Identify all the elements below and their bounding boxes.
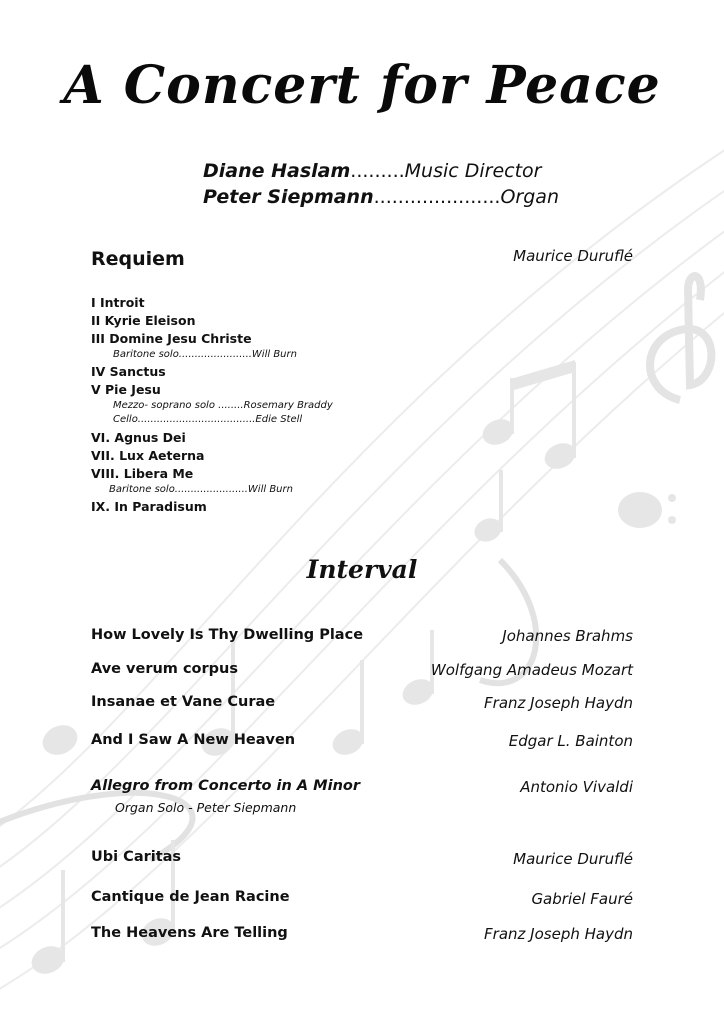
solo-credit: Mezzo- soprano solo ........Rosemary Braddy [113, 400, 333, 411]
movement-domine: III Domine Jesu Christe [91, 331, 252, 346]
piece-composer: Johannes Brahms [502, 627, 633, 645]
movement-kyrie: II Kyrie Eleison [91, 313, 196, 328]
credit-role: Music Director [404, 160, 542, 182]
credit-organ [203, 186, 559, 208]
piece-composer: Antonio Vivaldi [520, 778, 633, 796]
solo-credit: Baritone solo.......................Will Burn [113, 349, 297, 360]
piece-title: And I Saw A New Heaven [91, 732, 296, 748]
movement-introit: I Introit [91, 295, 145, 310]
piece-composer: Edgar L. Bainton [508, 732, 633, 750]
movement-libera-me: VIII. Libera Me [91, 466, 194, 481]
requiem-title: Requiem [91, 248, 185, 270]
piece-note: Organ Solo - Peter Siepmann [115, 800, 297, 815]
movement-agnus-dei: VI. Agnus Dei [91, 430, 186, 445]
piece-title: Ubi Caritas [91, 849, 182, 865]
piece-composer: Wolfgang Amadeus Mozart [430, 661, 633, 679]
piece-title: How Lovely Is Thy Dwelling Place [91, 627, 364, 643]
movement-sanctus: IV Sanctus [91, 364, 166, 379]
solo-credit: Cello.....................................Edie Stell [113, 414, 303, 425]
piece-title: Allegro from Concerto in A Minor [91, 778, 361, 794]
credit-role: Organ [500, 186, 559, 208]
piece-composer: Gabriel Fauré [531, 890, 633, 908]
piece-title: The Heavens Are Telling [91, 925, 288, 941]
page-title: A Concert for Peace [63, 55, 661, 116]
piece-title: Cantique de Jean Racine [91, 889, 290, 905]
credit-dots: ..................... [373, 186, 501, 208]
requiem-composer: Maurice Duruflé [513, 247, 633, 265]
piece-composer: Franz Joseph Haydn [484, 925, 633, 943]
movement-lux-aeterna: VII. Lux Aeterna [91, 448, 205, 463]
piece-composer: Maurice Duruflé [513, 850, 633, 868]
credit-music-director [203, 160, 542, 182]
movement-pie-jesu: V Pie Jesu [91, 382, 161, 397]
credit-dots: ......... [350, 160, 405, 182]
credit-name: Diane Haslam [203, 160, 351, 182]
credit-name: Peter Siepmann [203, 186, 374, 208]
solo-credit: Baritone solo.......................Will Burn [109, 484, 293, 495]
interval-heading: Interval [306, 555, 418, 584]
piece-title: Ave verum corpus [91, 661, 238, 677]
piece-composer: Franz Joseph Haydn [484, 694, 633, 712]
piece-title: Insanae et Vane Curae [91, 694, 276, 710]
movement-in-paradisum: IX. In Paradisum [91, 499, 207, 514]
